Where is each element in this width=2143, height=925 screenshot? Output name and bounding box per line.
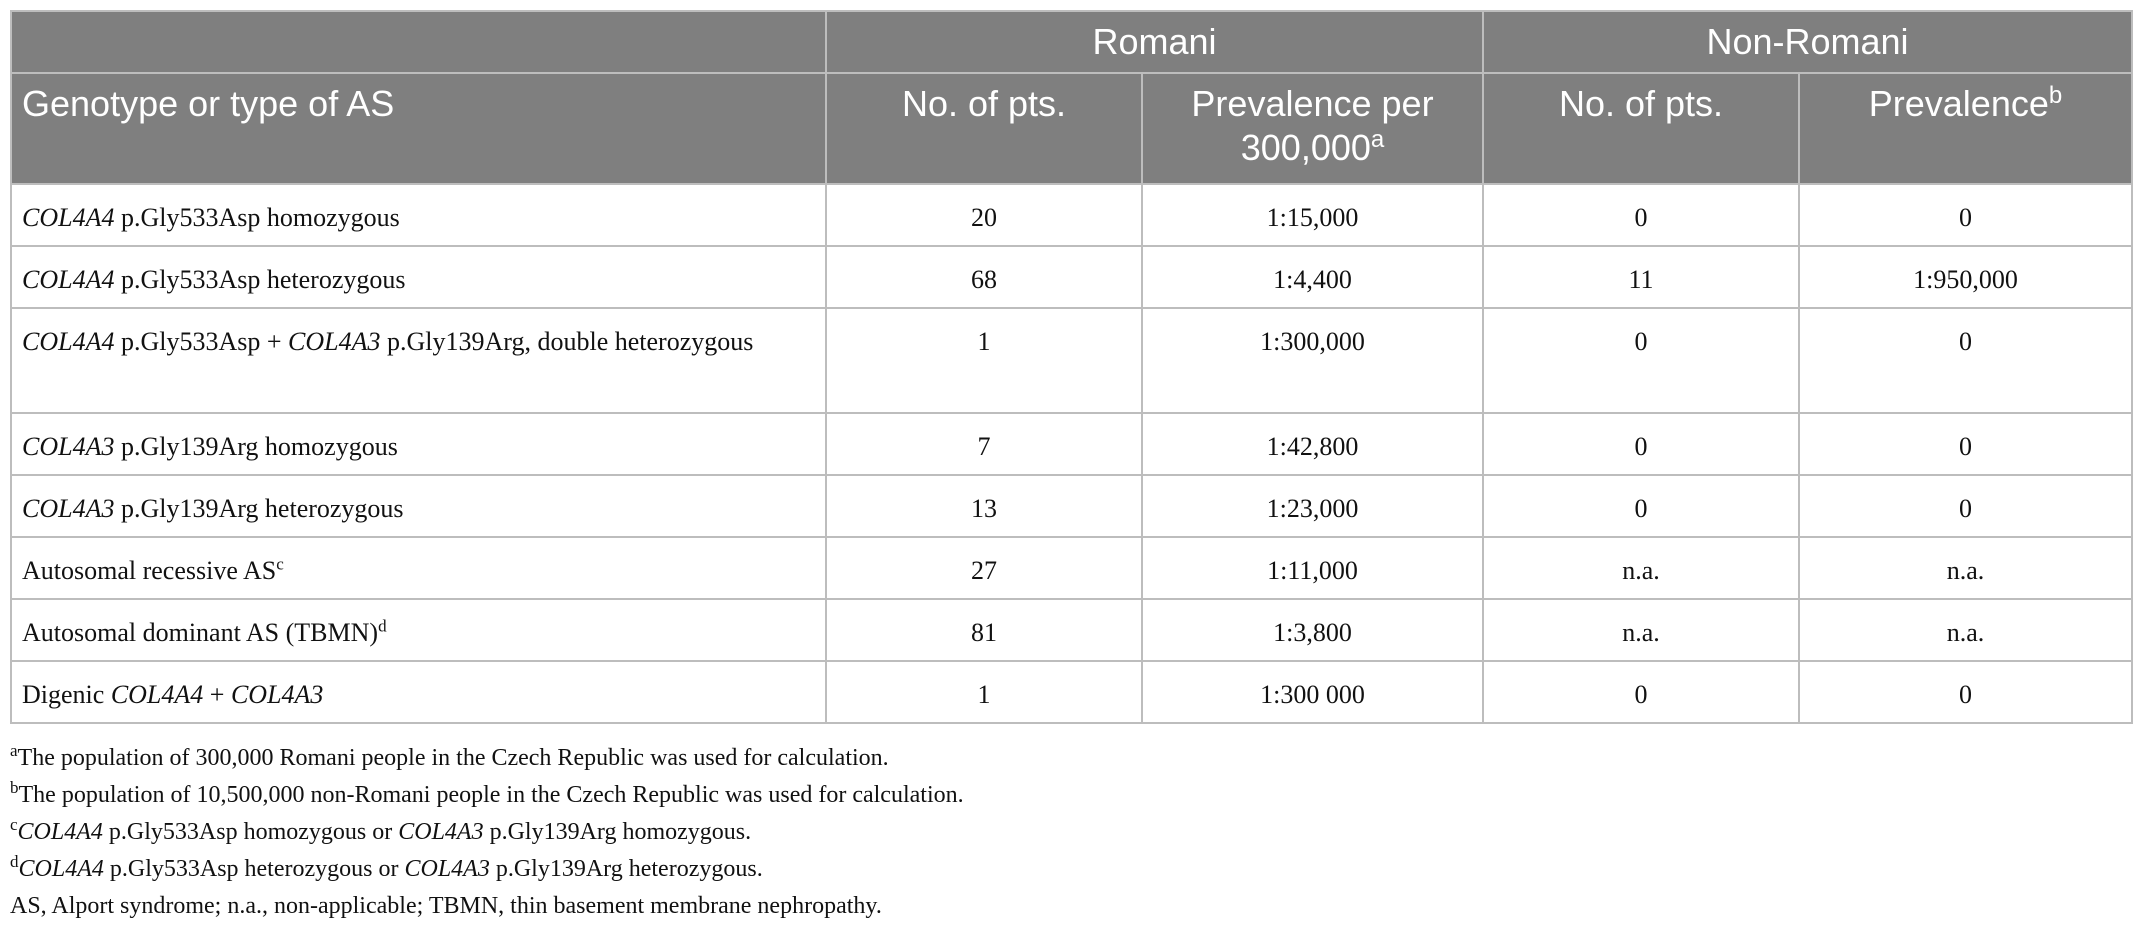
nonromani-pts-column-header: No. of pts. [1483, 73, 1799, 184]
nonromani-pts-cell: n.a. [1483, 599, 1799, 661]
romani-prevalence-cell: 1:23,000 [1142, 475, 1483, 537]
table-row [11, 413, 2132, 475]
gene-name: COL4A3 [404, 856, 490, 882]
genotype-text: Digenic [22, 680, 111, 709]
gene-name: COL4A3 [22, 432, 115, 461]
romani-pts-cell: 13 [826, 475, 1142, 537]
nonromani-pts-cell: 0 [1483, 661, 1799, 723]
footnote-mark: c [10, 815, 18, 834]
genotype-text: Autosomal recessive AS [22, 556, 277, 585]
genotype-cell [11, 537, 826, 599]
nonromani-prevalence-cell: 0 [1799, 308, 2132, 413]
romani-pts-column-header: No. of pts. [826, 73, 1142, 184]
footnote-text: p.Gly139Arg heterozygous. [489, 856, 763, 882]
genotype-cell [11, 308, 826, 413]
genotype-text: p.Gly139Arg homozygous [114, 432, 398, 461]
table-row [11, 246, 2132, 308]
romani-pts-cell: 81 [826, 599, 1142, 661]
romani-prevalence-cell: 1:300 000 [1142, 661, 1483, 723]
footnote-mark-c: c [276, 554, 284, 574]
table-row [11, 475, 2132, 537]
nonromani-prevalence-column-header [1799, 73, 2132, 184]
nonromani-prevalence-cell: n.a. [1799, 537, 2132, 599]
romani-pts-cell: 68 [826, 246, 1142, 308]
nonromani-prevalence-cell: 1:950,000 [1799, 246, 2132, 308]
table-row [11, 537, 2132, 599]
table-row [11, 308, 2132, 413]
romani-prevalence-column-header [1142, 73, 1483, 184]
gene-name: COL4A4 [22, 203, 115, 232]
nonromani-pts-cell: 0 [1483, 184, 1799, 246]
footnote-a [10, 740, 2131, 777]
genotype-cell [11, 475, 826, 537]
genotype-text: Autosomal dominant AS (TBMN) [22, 618, 379, 647]
nonromani-pts-cell: 11 [1483, 246, 1799, 308]
romani-prevalence-cell: 1:300,000 [1142, 308, 1483, 413]
table-container [10, 10, 2131, 925]
nonromani-pts-cell: 0 [1483, 475, 1799, 537]
genotype-text: p.Gly139Arg, double heterozygous [380, 327, 754, 356]
footnote-c [10, 814, 2131, 851]
footnotes [10, 740, 2131, 925]
gene-name: COL4A4 [22, 265, 115, 294]
footnote-text: The population of 10,500,000 non-Romani people in the Czech Republic was used for calculation. [18, 782, 964, 808]
table-row [11, 184, 2132, 246]
group-header-row [11, 11, 2132, 73]
romani-pts-cell: 7 [826, 413, 1142, 475]
nonromani-prevalence-label: Prevalence [1868, 83, 2049, 124]
gene-name: COL4A4 [110, 680, 204, 709]
footnote-mark-d: d [378, 616, 387, 636]
romani-prevalence-cell: 1:15,000 [1142, 184, 1483, 246]
gene-name: COL4A4 [22, 327, 115, 356]
footnote-mark: d [10, 852, 19, 871]
footnote-mark-b: b [2048, 82, 2063, 109]
prevalence-table [10, 10, 2133, 724]
footnote-text: p.Gly533Asp homozygous or [102, 819, 399, 845]
genotype-text: p.Gly533Asp + [114, 327, 289, 356]
gene-name: COL4A3 [22, 494, 115, 523]
empty-header-cell [11, 11, 826, 73]
genotype-text: p.Gly139Arg heterozygous [114, 494, 404, 523]
romani-prevalence-cell: 1:3,800 [1142, 599, 1483, 661]
column-header-row [11, 73, 2132, 184]
nonromani-prevalence-cell: 0 [1799, 184, 2132, 246]
romani-pts-cell: 1 [826, 308, 1142, 413]
gene-name: COL4A3 [398, 819, 484, 845]
non-romani-group-header: Non-Romani [1483, 11, 2132, 73]
footnote-text: The population of 300,000 Romani people in the Czech Republic was used for calculation. [17, 745, 889, 771]
genotype-text: + [203, 680, 231, 709]
romani-prevalence-cell: 1:42,800 [1142, 413, 1483, 475]
gene-name: COL4A4 [17, 819, 103, 845]
nonromani-prevalence-cell: 0 [1799, 413, 2132, 475]
gene-name: COL4A3 [288, 327, 381, 356]
nonromani-pts-cell: 0 [1483, 308, 1799, 413]
nonromani-prevalence-cell: n.a. [1799, 599, 2132, 661]
romani-pts-cell: 27 [826, 537, 1142, 599]
footnote-b [10, 777, 2131, 814]
nonromani-prevalence-cell: 0 [1799, 475, 2132, 537]
gene-name: COL4A3 [230, 680, 324, 709]
genotype-cell [11, 184, 826, 246]
gene-name: COL4A4 [18, 856, 104, 882]
romani-prevalence-label: Prevalence per 300,000 [1191, 83, 1434, 168]
genotype-cell [11, 246, 826, 308]
genotype-column-header: Genotype or type of AS [11, 73, 826, 184]
genotype-cell [11, 599, 826, 661]
footnote-mark: b [10, 778, 19, 797]
genotype-text: p.Gly533Asp homozygous [114, 203, 400, 232]
romani-pts-cell: 1 [826, 661, 1142, 723]
nonromani-prevalence-cell: 0 [1799, 661, 2132, 723]
footnote-d [10, 851, 2131, 888]
romani-pts-cell: 20 [826, 184, 1142, 246]
abbreviations-note: AS, Alport syndrome; n.a., non-applicable; TBMN, thin basement membrane nephropathy. [10, 893, 882, 919]
table-row [11, 661, 2132, 723]
footnote-mark: a [10, 741, 18, 760]
footnote-text: p.Gly533Asp heterozygous or [103, 856, 405, 882]
romani-prevalence-cell: 1:11,000 [1142, 537, 1483, 599]
footnote-mark-a: a [1370, 126, 1385, 153]
romani-group-header: Romani [826, 11, 1483, 73]
table-row [11, 599, 2132, 661]
nonromani-pts-cell: n.a. [1483, 537, 1799, 599]
nonromani-pts-cell: 0 [1483, 413, 1799, 475]
romani-prevalence-cell: 1:4,400 [1142, 246, 1483, 308]
genotype-cell [11, 661, 826, 723]
genotype-cell [11, 413, 826, 475]
genotype-text: p.Gly533Asp heterozygous [114, 265, 406, 294]
footnote-text: p.Gly139Arg homozygous. [483, 819, 752, 845]
